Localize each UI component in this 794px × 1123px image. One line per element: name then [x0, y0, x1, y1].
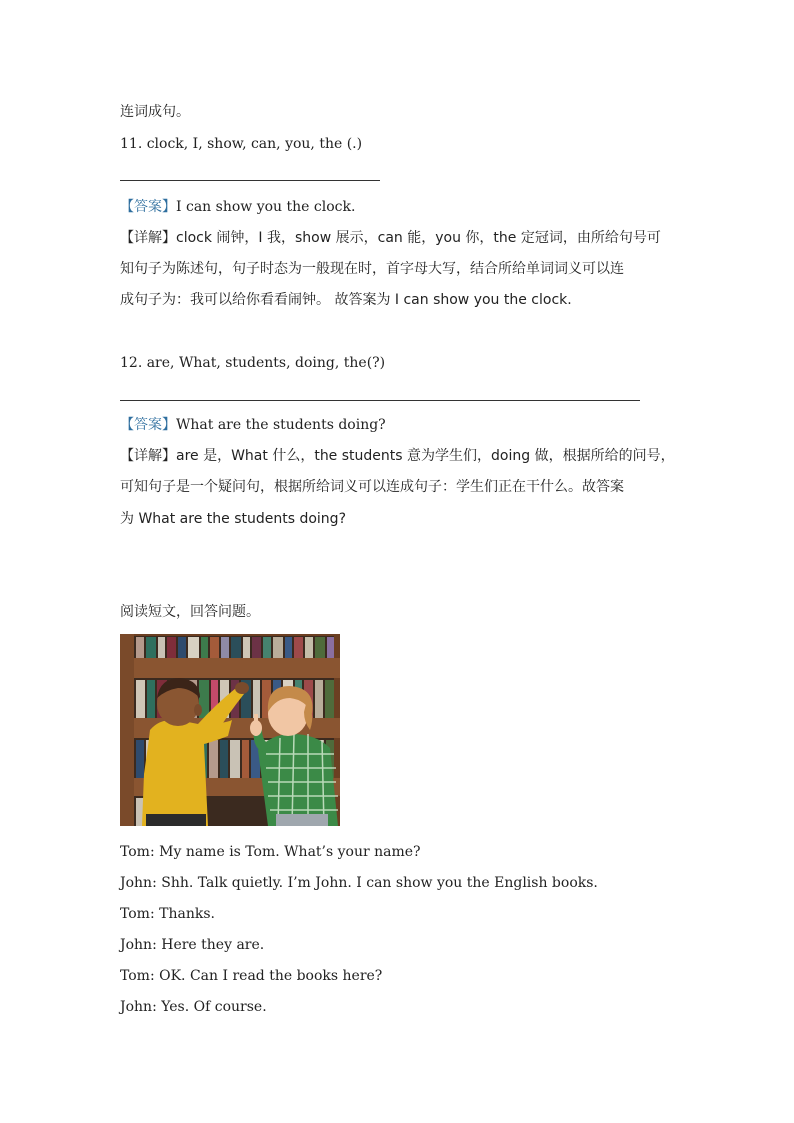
question-11-detail-line-3: 成句子为：我可以给你看看闹钟。 故答案为 I can show you the clock.	[120, 292, 572, 308]
question-11-detail-line-2: 知句子为陈述句，句子时态为一般现在时，首字母大写，结合所给单词词义可以连	[120, 261, 624, 277]
question-12-prompt: 12. are, What, students, doing, the(?)	[120, 355, 386, 371]
section-heading-reading: 阅读短文，回答问题。	[120, 604, 260, 620]
answer-blank-line	[120, 180, 380, 181]
answer-blank-line	[120, 400, 640, 401]
question-11-detail-line-1	[120, 229, 661, 247]
dialogue-line-4: John: Here they are.	[120, 937, 265, 953]
answer-tag: 【答案】	[120, 199, 176, 215]
dialogue-line-5: Tom: OK. Can I read the books here?	[120, 968, 383, 984]
dialogue-line-1: Tom: My name is Tom. What’s your name?	[120, 844, 421, 860]
question-12-detail-line-3: 为 What are the students doing?	[120, 511, 346, 527]
question-12-detail-line-1	[120, 447, 675, 465]
answer-text: I can show you the clock.	[176, 199, 356, 215]
dialogue-line-2: John: Shh. Talk quietly. I’m John. I can show you the English books.	[120, 875, 598, 891]
question-12-detail-line-2: 可知句子是一个疑问句，根据所给词义可以连成句子：学生们正在干什么。故答案	[120, 479, 624, 495]
children-at-bookshelf-image	[120, 634, 340, 826]
dialogue-line-6: John: Yes. Of course.	[120, 999, 267, 1015]
detail-tag: 【详解】	[120, 448, 176, 464]
question-12-answer	[120, 416, 386, 434]
question-11-answer	[120, 198, 355, 216]
detail-text: clock 闹钟，I 我，show 展示，can 能，you 你，the 定冠词，由所给句号可	[176, 230, 661, 246]
section-heading-sentence-building: 连词成句。	[120, 104, 190, 120]
question-11-prompt: 11. clock, I, show, can, you, the (.)	[120, 136, 363, 152]
detail-tag: 【详解】	[120, 230, 176, 246]
answer-tag: 【答案】	[120, 417, 176, 433]
answer-text: What are the students doing?	[176, 417, 386, 433]
detail-text: are 是，What 什么，the students 意为学生们，doing 做，根据所给的问号，	[176, 448, 675, 464]
dialogue-line-3: Tom: Thanks.	[120, 906, 215, 922]
